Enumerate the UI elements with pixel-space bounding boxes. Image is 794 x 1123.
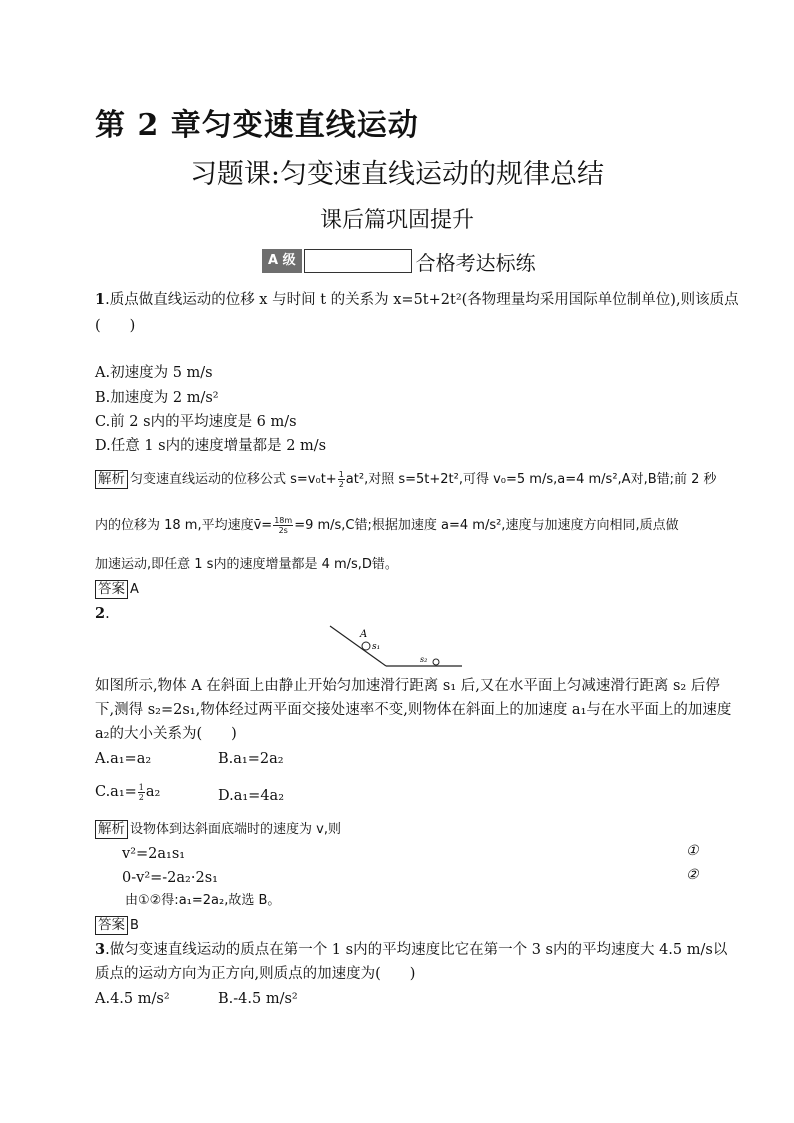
level-row — [262, 247, 536, 275]
q1-option-c: C.前 2 s内的平均速度是 6 m/s — [95, 414, 297, 430]
q2-incline-figure — [326, 622, 466, 670]
q2-option-b: B.a₁=2a₂ — [218, 751, 284, 767]
q1-answer — [95, 580, 139, 599]
block-circle — [362, 642, 370, 650]
q1-option-d: D.任意 1 s内的速度增量都是 2 m/s — [95, 438, 327, 454]
q2-option-d: D.a₁=4a₂ — [218, 788, 285, 804]
q2-number: 2 — [95, 605, 106, 622]
q2-analysis-line1 — [95, 820, 341, 839]
q1-analysis-text-2b: =9 m/s,C错;根据加速度 a=4 m/s²,速度与加速度方向相同,质点做 — [294, 518, 679, 533]
q1-answer-tag: 答案 — [95, 580, 128, 599]
q1-paren: ( ) — [95, 318, 136, 334]
q2-opt-c-fraction — [138, 783, 145, 802]
q2-eq2: 0-v²=-2a₂·2s₁ — [122, 870, 218, 886]
q2-answer-value: B — [130, 918, 139, 933]
q3-option-b: B.-4.5 m/s² — [218, 991, 298, 1007]
q2-analysis-tag: 解析 — [95, 820, 128, 839]
fig-label-a: A — [360, 629, 368, 640]
q2-opt-c-num: 1 — [138, 782, 144, 792]
q2-opt-c-den: 2 — [138, 792, 144, 802]
q3-stem-text-1: .做匀变速直线运动的质点在第一个 1 s内的平均速度比它在第一个 3 s内的平均速度大 4.5 m/s以 — [105, 942, 728, 958]
q1-stem-text: .质点做直线运动的位移 x 与时间 t 的关系为 x=5t+2t²(各物理量均采用国际单位制单位),则该质点 — [105, 292, 739, 308]
section-title: 习题课:匀变速直线运动的规律总结 — [189, 159, 605, 190]
block-end-circle — [433, 659, 439, 665]
q2-stem-2: 下,测得 s₂=2s₁,物体经过两平面交接处速率不变,则物体在斜面上的加速度 a₁与在水平面上的加速度 — [95, 702, 732, 718]
q1-frac-den: 2s — [278, 526, 288, 535]
q1-option-b: B.加速度为 2 m/s² — [95, 390, 219, 406]
level-blank-box — [304, 249, 412, 273]
q2-option-a: A.a₁=a₂ — [95, 751, 152, 767]
q2-number-line — [95, 604, 110, 624]
q3-stem-1 — [95, 940, 727, 960]
q1-analysis-line2 — [95, 516, 679, 535]
q2-analysis-line2: 由①②得:a₁=2a₂,故选 B。 — [125, 893, 281, 908]
chapter-title: 第 2 章匀变速直线运动 — [95, 108, 419, 143]
q2-opt-c-post: a₂ — [145, 784, 161, 800]
q2-stem-1: 如图所示,物体 A 在斜面上由静止开始匀加速滑行距离 s₁ 后,又在水平面上匀减速滑行距离 s₂ 后停 — [95, 678, 720, 694]
q1-stem — [95, 290, 739, 310]
q2-dot: . — [105, 606, 110, 622]
q1-analysis-line1 — [95, 470, 717, 489]
q1-frac-num: 18m — [274, 516, 293, 525]
fig-label-s1: s₁ — [372, 642, 381, 652]
q2-stem-3: a₂的大小关系为( ) — [95, 726, 237, 742]
q2-answer-tag: 答案 — [95, 916, 128, 935]
subsection-title: 课后篇巩固提升 — [319, 208, 474, 233]
q1-analysis-text-2a: 内的位移为 18 m,平均速度v̄= — [95, 518, 273, 533]
q3-stem-2: 质点的运动方向为正方向,则质点的加速度为( ) — [95, 966, 416, 982]
q3-number: 3 — [95, 941, 106, 958]
q2-analysis-text-1: 设物体到达斜面底端时的速度为 v,则 — [130, 822, 341, 837]
q1-analysis-text-1b: at²,对照 s=5t+2t²,可得 v₀=5 m/s,a=4 m/s²,A对,B错;前 2 秒 — [345, 472, 717, 487]
q1-half-fraction — [338, 470, 345, 489]
level-badge: A 级 — [262, 249, 302, 273]
q1-analysis-text-1a: 匀变速直线运动的位移公式 s=v₀t+ — [130, 472, 337, 487]
q1-analysis-line3: 加速运动,即任意 1 s内的速度增量都是 4 m/s,D错。 — [95, 557, 398, 572]
q2-eq1: v²=2a₁s₁ — [122, 846, 186, 862]
fig-label-s2: s₂ — [420, 655, 428, 664]
q1-answer-value: A — [130, 582, 139, 597]
q2-option-c — [95, 782, 160, 802]
q2-eq2-mark: ② — [686, 867, 699, 883]
q1-number: 1 — [95, 291, 106, 308]
q2-opt-c-pre: C.a₁= — [95, 784, 137, 800]
q3-option-a: A.4.5 m/s² — [95, 991, 170, 1007]
q1-option-a: A.初速度为 5 m/s — [95, 365, 213, 381]
q2-answer — [95, 916, 139, 935]
level-text: 合格考达标练 — [415, 250, 536, 275]
q1-analysis-tag: 解析 — [95, 470, 128, 489]
q1-half-num: 1 — [338, 470, 344, 479]
q1-velocity-fraction — [273, 516, 293, 535]
q2-eq1-mark: ① — [686, 843, 699, 859]
q1-half-den: 2 — [338, 480, 344, 489]
